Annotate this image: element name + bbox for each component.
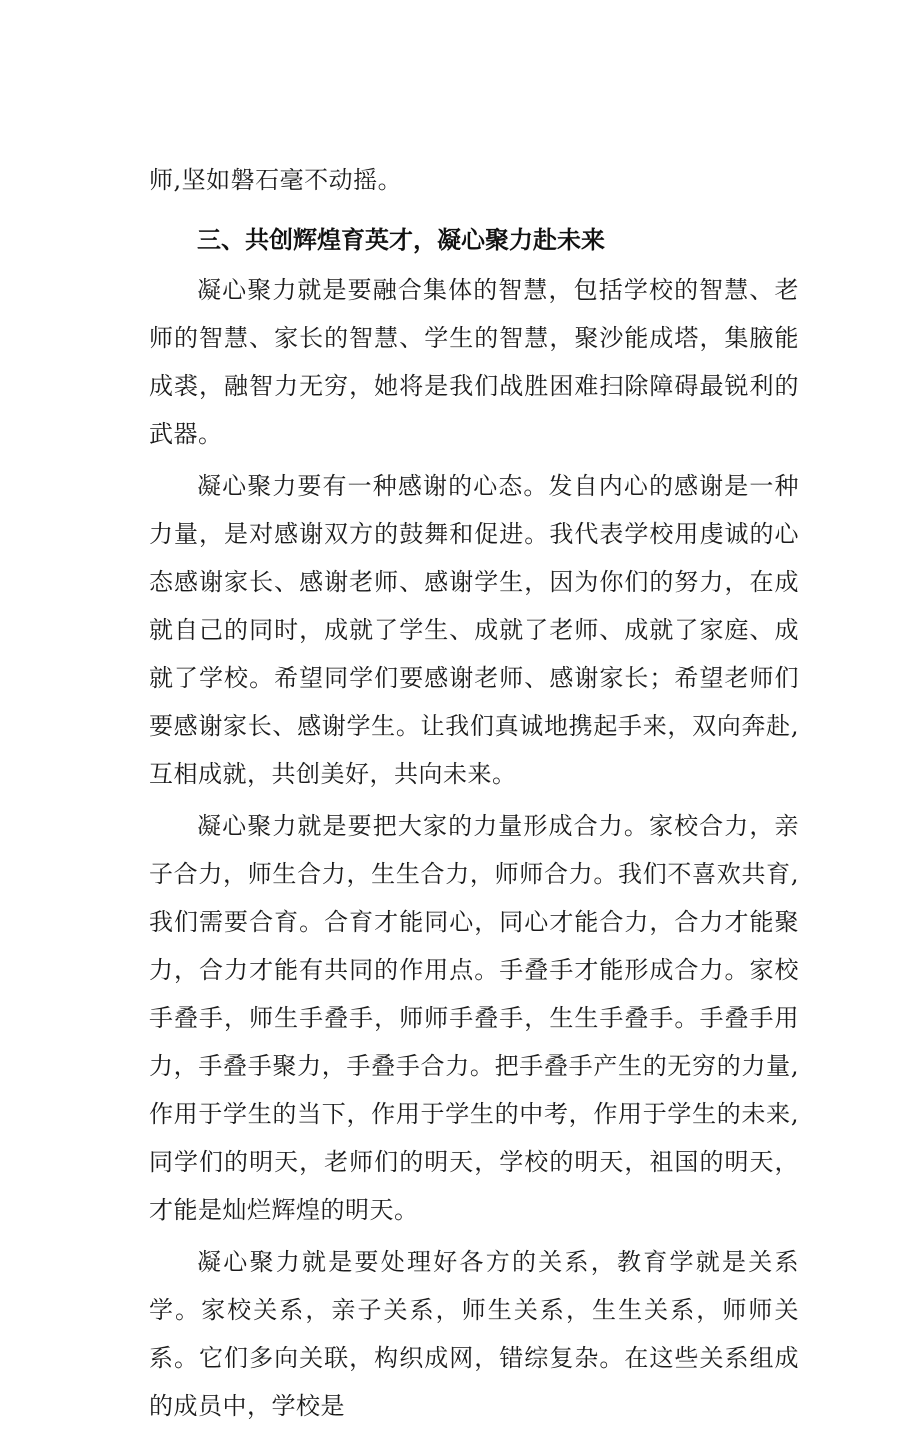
paragraph-gratitude: 凝心聚力要有一种感谢的心态。发自内心的感谢是一种力量，是对感谢双方的鼓舞和促进。我代表学校用虔诚的心态感谢家长、感谢老师、感谢学生，因为你们的努力，在成就自己的同时，成就了学生、成就了老师、成就了家庭、成就了学校。希望同学们要感谢老师、感谢家长；希望老师们要感谢家长、感谢学生。让我们真诚地携起手来，双向奔赴,互相成就，共创美好，共向未来。: [149, 472, 799, 788]
paragraph-wisdom: 凝心聚力就是要融合集体的智慧，包括学校的智慧、老师的智慧、家长的智慧、学生的智慧，聚沙能成塔，集腋能成裘，融智力无穷，她将是我们战胜困难扫除障碍最锐利的武器。: [149, 276, 799, 448]
lead-fragment: 师,坚如磐石毫不动摇。: [149, 166, 403, 194]
paragraph-relationships: 凝心聚力就是要处理好各方的关系，教育学就是关系学。家校关系，亲子关系，师生关系，生生关系，师师关系。它们多向关联，构织成网，错综复杂。在这些关系组成的成员中，学校是: [149, 1248, 799, 1420]
document-body: [149, 156, 799, 1430]
paragraph-joint-force: 凝心聚力就是要把大家的力量形成合力。家校合力，亲子合力，师生合力，生生合力，师师合力。我们不喜欢共育,我们需要合育。合育才能同心，同心才能合力，合力才能聚力，合力才能有共同的作用点。手叠手才能形成合力。家校手叠手，师生手叠手，师师手叠手，生生手叠手。手叠手用力，手叠手聚力，手叠手合力。把手叠手产生的无穷的力量,作用于学生的当下，作用于学生的中考，作用于学生的未来,同学们的明天，老师们的明天，学校的明天，祖国的明天，才能是灿烂辉煌的明天。: [149, 812, 799, 1224]
section-heading: 三、共创辉煌育英才，凝心聚力赴未来: [197, 226, 605, 254]
